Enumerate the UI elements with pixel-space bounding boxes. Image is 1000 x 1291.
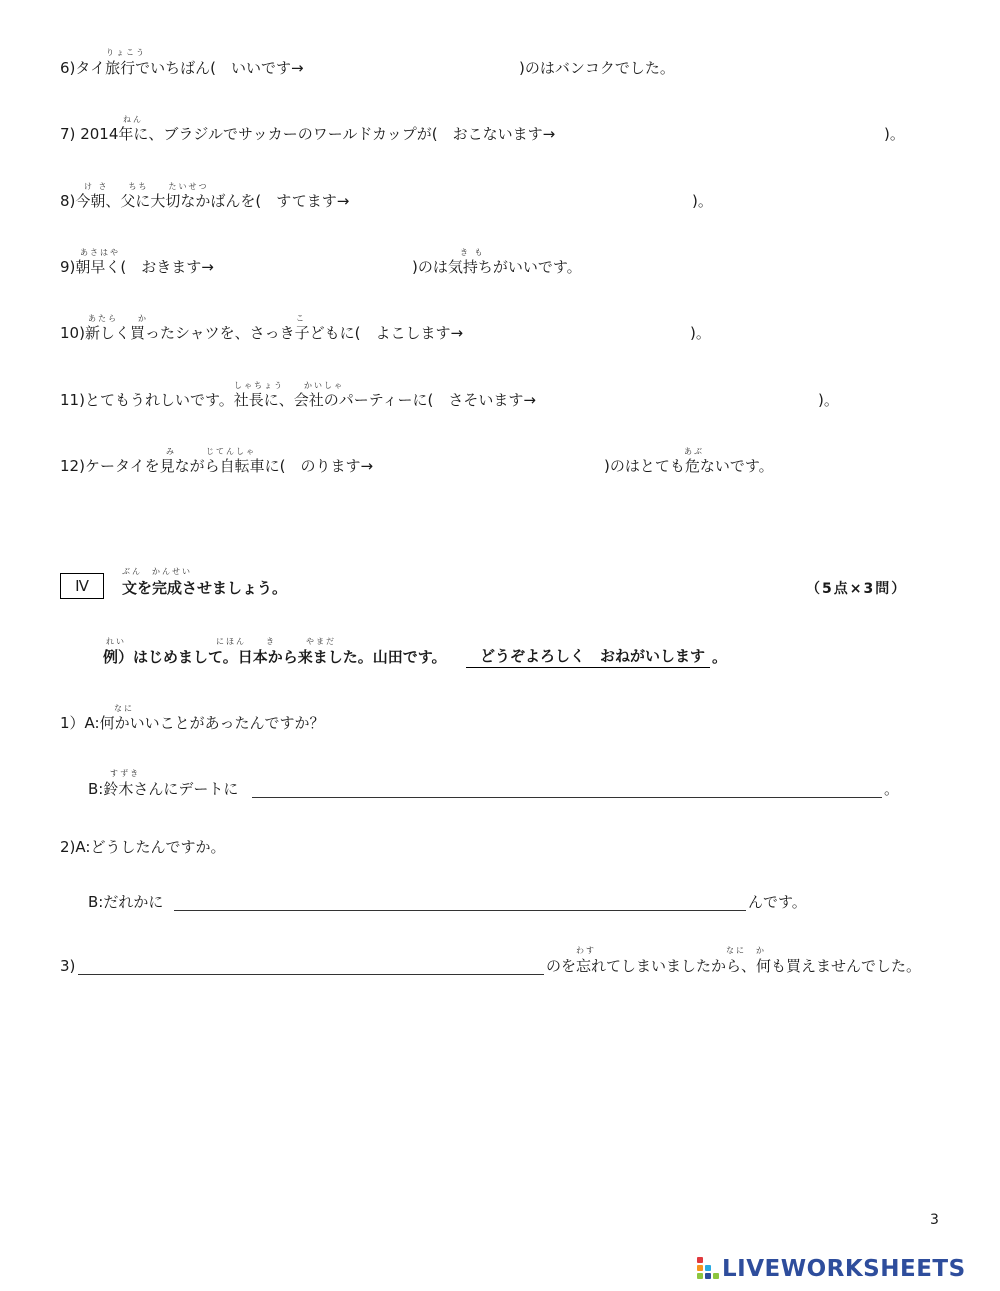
example-answer: [466, 645, 710, 668]
furigana: ぶん かんせい: [122, 567, 192, 576]
answer-input-12[interactable]: [406, 455, 602, 477]
furigana: こ: [296, 314, 306, 323]
item-suffix: )。: [692, 192, 713, 210]
item-suffix: )のは気持ちがいいです。: [412, 258, 582, 276]
furigana: れい にほん き やまだ: [106, 637, 336, 646]
question-1-b-prefix: B:鈴木さんにデートに: [88, 780, 239, 798]
furigana: わす なに か: [576, 946, 766, 955]
item-prompt: とてもうれしいです。社長に、会社のパーティーに( さそいます→: [84, 391, 536, 409]
exercise-item-12: [60, 456, 373, 476]
item-number: 7): [60, 125, 76, 143]
answer-input-9[interactable]: [232, 256, 410, 278]
furigana: み じてんしゃ: [166, 447, 256, 456]
item-prompt: 今朝、父に大切なかばんを( すてます→: [75, 192, 350, 210]
question-2-b-suffix: んです。: [748, 893, 807, 911]
item-suffix: )。: [690, 324, 711, 342]
furigana: ねん: [123, 115, 143, 124]
exercise-item-11: [60, 390, 536, 410]
exercise-item-7: [60, 124, 555, 144]
item-suffix: )のはバンコクでした。: [519, 59, 675, 77]
item-number: 6): [60, 59, 76, 77]
furigana: あぶ: [684, 447, 704, 456]
example-end: 。: [712, 648, 728, 666]
item-number: 11): [60, 391, 85, 409]
answer-input-6[interactable]: [340, 57, 518, 79]
question-1-b-suffix: 。: [884, 780, 900, 798]
item-prompt: ケータイを見ながら自転車に( のります→: [84, 457, 374, 475]
answer-input-11[interactable]: [572, 389, 816, 411]
furigana: あさはや: [80, 248, 120, 257]
answer-input-q3[interactable]: [78, 953, 544, 975]
item-number: 9): [60, 258, 76, 276]
item-suffix: )。: [884, 125, 905, 143]
item-suffix: )のはとても危ないです。: [604, 457, 774, 475]
logo-text: LIVEWORKSHEETS: [722, 1256, 966, 1282]
logo-mark-icon: [697, 1257, 719, 1281]
exercise-item-6: [60, 58, 304, 78]
item-number: 10): [60, 324, 85, 342]
furigana: しゃちょう かいしゃ: [234, 381, 344, 390]
page-number: 3: [930, 1212, 939, 1228]
item-number: 12): [60, 457, 85, 475]
exercise-item-10: [60, 323, 463, 343]
liveworksheets-logo[interactable]: [697, 1255, 966, 1283]
furigana: き も: [460, 248, 485, 257]
exercise-item-9: [60, 257, 214, 277]
answer-input-10[interactable]: [470, 322, 688, 344]
item-prompt: タイ旅行でいちばん( いいです→: [75, 59, 304, 77]
example-sentence: 例）はじめまして。日本から来ました。山田です。: [103, 648, 447, 666]
answer-input-q2[interactable]: [174, 889, 746, 911]
item-prompt: 2014年に、ブラジルでサッカーのワールドカップが( おこないます→: [80, 125, 556, 143]
furigana: あたら か: [88, 314, 148, 323]
question-1-a: 1）A:何かいいことがあったんですか？: [60, 714, 325, 732]
item-prompt: 新しく買ったシャツを、さっき子どもに( よこします→: [84, 324, 464, 342]
answer-input-7[interactable]: [600, 123, 882, 145]
example-answer-text: どうぞよろしく おねがいします: [480, 647, 706, 665]
furigana: なに: [114, 704, 134, 713]
exercise-item-8: [60, 191, 349, 211]
question-2-b-prefix: B:だれかに: [88, 893, 164, 911]
answer-input-8[interactable]: [392, 190, 690, 212]
question-3-prefix: 3): [60, 957, 76, 975]
question-3-suffix: のを忘れてしまいましたから、何も買えませんでした。: [546, 957, 922, 975]
answer-input-q1[interactable]: [252, 776, 882, 798]
section-title: 文を完成させましょう。: [122, 579, 288, 597]
item-prompt: 朝早く( おきます→: [75, 258, 214, 276]
furigana: け さ ちち たいせつ: [84, 182, 209, 191]
section-number-box: Ⅳ: [60, 573, 104, 599]
question-2-a: 2)A:どうしたんですか。: [60, 838, 226, 856]
item-suffix: )。: [818, 391, 839, 409]
furigana: りょこう: [106, 48, 146, 57]
points-label: （5点×3問）: [806, 581, 908, 597]
furigana: すずき: [110, 769, 141, 778]
item-number: 8): [60, 192, 76, 210]
